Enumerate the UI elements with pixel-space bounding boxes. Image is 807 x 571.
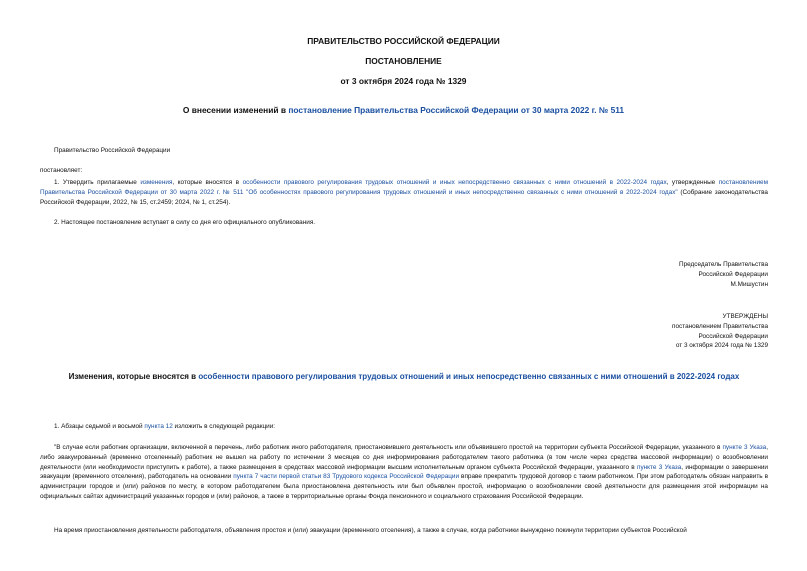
issuer: Правительство Российской Федерации bbox=[54, 147, 171, 154]
approved-date: от 3 октября 2024 года № 1329 bbox=[675, 342, 768, 350]
point-12-link[interactable]: пункта 12 bbox=[144, 423, 173, 430]
changes-link[interactable]: изменения bbox=[140, 179, 173, 186]
signature-block bbox=[568, 260, 768, 289]
signature-org: Российской Федерации bbox=[698, 270, 768, 278]
features-link[interactable]: особенности правового регулирования трудовых отношений и иных непосредственно связанных с ними отношений в 2022-2024 годах bbox=[242, 179, 667, 186]
document-title bbox=[0, 105, 807, 115]
quote-text-d: вправе прекратить трудовой договор с таким работником. При этом работодатель обязан направить в администрации городов и (или) районов по месту, в котором работодателем была приостановлена деятельность или был объявлен простой, информацию о возобновлении своей деятельности для размещения этой информации на официальных сайтах администраций указанных городов и (или) районов, а также в территориальные органы Фонда пенсионного и социального страхования Российской Федерации. bbox=[40, 473, 768, 500]
p1-text-d: (Собрание законодательства Российской Федерации, 2022, № 15, ст.2459; 2024, № 1, ст.254). bbox=[40, 188, 768, 206]
paragraph-2: 2. Настоящее постановление вступает в силу со дня его официального опубликования. bbox=[54, 219, 316, 226]
amended-decree-link[interactable]: постановление Правительства Российской Федерации от 30 марта 2022 г. № 511 bbox=[288, 105, 625, 115]
changes-title-link[interactable]: особенности правового регулирования трудовых отношений и иных непосредственно связанных с ними отношений в 2022-2024 годах bbox=[198, 372, 740, 381]
signature-name: М.Мишустин bbox=[730, 280, 768, 288]
item1-text-b: изложить в следующей редакции: bbox=[172, 423, 276, 430]
decree-point-3-link[interactable]: пункте 3 Указа bbox=[722, 444, 767, 451]
quoted-paragraph bbox=[40, 443, 768, 502]
government-title: ПРАВИТЕЛЬСТВО РОССИЙСКОЙ ФЕДЕРАЦИИ bbox=[307, 36, 500, 46]
decree-point-3-link-2[interactable]: пункте 3 Указа bbox=[637, 463, 682, 471]
decrees-word: постановляет: bbox=[40, 167, 83, 174]
paragraph-1 bbox=[40, 178, 768, 207]
p1-text-a: 1. Утвердить прилагаемые bbox=[54, 179, 141, 186]
approval-block bbox=[568, 312, 768, 351]
p1-text-c: , утвержденные bbox=[666, 179, 719, 186]
document-title-prefix: О внесении изменений в bbox=[182, 105, 289, 115]
changes-title-prefix: Изменения, которые вносятся в bbox=[68, 372, 199, 381]
changes-title bbox=[40, 372, 768, 382]
item1-text-a: 1. Абзацы седьмой и восьмой bbox=[54, 423, 145, 430]
approved-heading: УТВЕРЖДЕНЫ bbox=[722, 313, 768, 320]
changes-item-1 bbox=[40, 422, 768, 432]
decree-511-link[interactable]: постановлением Правительства Российской Федерации от 30 марта 2022 г. № 511 "Об особенностях правового регулирования трудовых отношений и иных непосредственно связанных с ними отношений в 2022-2024 годах" bbox=[40, 179, 768, 196]
quote-text-b: , либо эвакуированный (временно отселенный) работник не вышел на работу по истечении 3 месяцев со дня информирования работодателем такого работника (в том числе через средства массовой информации) о возобновлении деятельности (или необходимости приступить к работе), а также размещения в средствах массовой информации высшим исполнительным органом субъекта Российской Федерации, указанного в bbox=[40, 444, 768, 471]
labor-code-link[interactable]: пункта 7 части первой статьи 83 Трудового кодекса Российской Федерации bbox=[233, 473, 460, 481]
quote-text-a: "В случае если работник организации, включенной в перечень, либо работник иного работодателя, приостановившего деятельность или объявившего простой на территории субъекта Российской Федерации, указанного в bbox=[54, 444, 723, 451]
quote-text-c: , информации о завершении эвакуации (временного отселения), работодатель на основании bbox=[40, 463, 769, 481]
approved-org: Российской Федерации bbox=[698, 332, 768, 340]
approved-by: постановлением Правительства bbox=[672, 322, 768, 330]
document-type: ПОСТАНОВЛЕНИЕ bbox=[365, 56, 442, 66]
signature-position: Председатель Правительства bbox=[679, 261, 768, 268]
document-date-number: от 3 октября 2024 года № 1329 bbox=[340, 76, 467, 86]
last-paragraph: На время приостановления деятельности работодателя, объявления простоя и (или) эвакуации (временного отселения), а также в случае, когда работники вынуждено покинули территории субъектов Российской bbox=[54, 527, 687, 534]
p1-text-b: , которые вносятся в bbox=[172, 179, 243, 186]
